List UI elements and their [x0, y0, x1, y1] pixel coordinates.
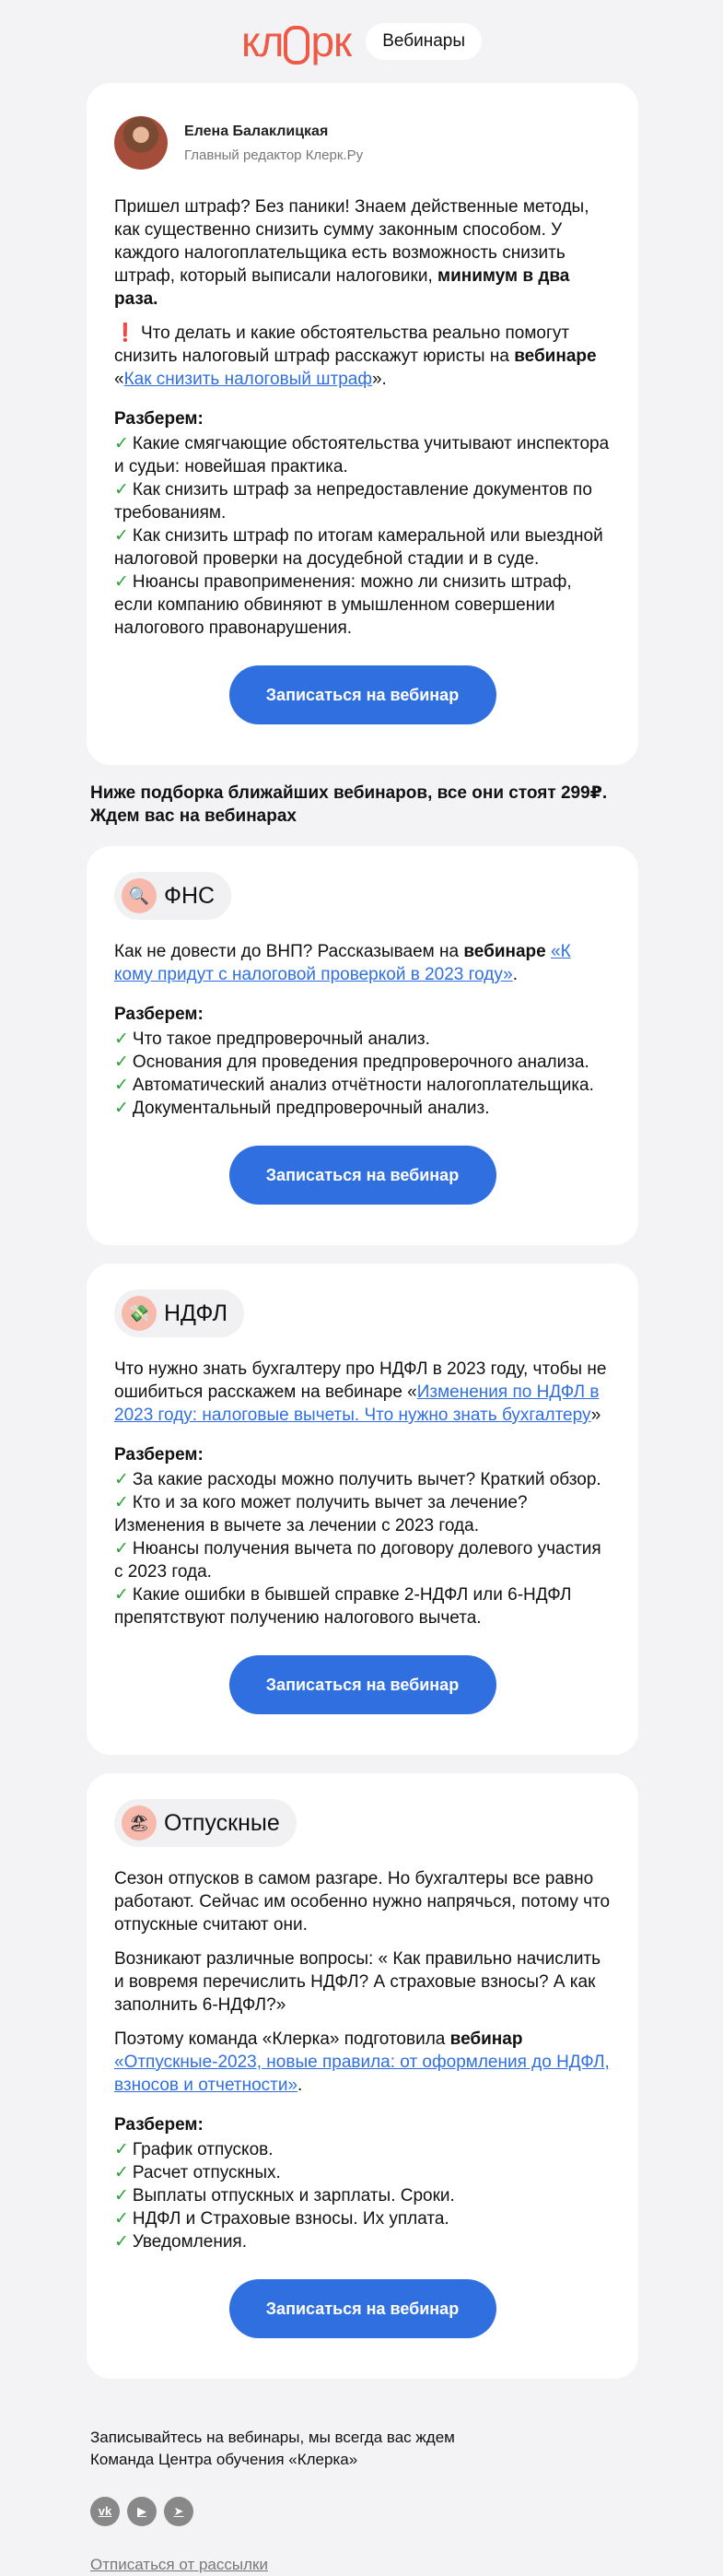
- list-item-text: Уведомления.: [132, 2232, 247, 2252]
- list-item: [114, 2138, 611, 2161]
- fns-tag: [114, 872, 231, 920]
- check-icon: ✓: [114, 1029, 129, 1049]
- money-icon: 💸: [122, 1296, 157, 1331]
- list-title: Разберем:: [114, 409, 204, 429]
- list-item-text: Расчет отпускных.: [132, 2163, 281, 2182]
- spacer: [0, 1755, 723, 1773]
- fns-card: [87, 846, 638, 1245]
- ndfl-end: »: [590, 1406, 601, 1425]
- fns-end: .: [512, 965, 518, 984]
- check-icon: ✓: [114, 572, 129, 592]
- list-item: [114, 1028, 611, 1051]
- tag-label: ФНС: [164, 882, 216, 909]
- vacation-paragraph-3: [114, 2028, 611, 2097]
- vacation-paragraph-2: Возникают различные вопросы: « Как правильно начислить и вовремя перечислить НДФЛ? А страховые взносы? А как заполнить 6-НДФЛ?»: [114, 1949, 601, 2015]
- check-icon: ✓: [114, 2140, 129, 2159]
- list-item: [114, 1491, 611, 1537]
- vacation-webinar-word: вебинар: [449, 2029, 523, 2049]
- check-icon: ✓: [114, 434, 129, 453]
- vacation-tag: [114, 1799, 297, 1847]
- footer-line-2: Команда Центра обучения «Клерка»: [90, 2451, 358, 2468]
- ndfl-paragraph: [114, 1358, 611, 1427]
- list-item-text: График отпусков.: [132, 2140, 274, 2159]
- check-icon: ✓: [114, 2209, 129, 2229]
- list-item-text: Выплаты отпускных и зарплаты. Сроки.: [132, 2186, 455, 2205]
- webinar-link-vacation[interactable]: «Отпускные-2023, новые правила: от оформления до НДФЛ, взносов и отчетности»: [114, 2053, 610, 2095]
- quote-open: «: [114, 370, 124, 389]
- fns-webinar-word: вебинаре: [463, 942, 546, 961]
- webinar-link-fns[interactable]: «К кому придут с налоговой проверкой в 2023 году»: [114, 942, 571, 984]
- vacation-paragraph-1: Сезон отпусков в самом разгаре. Но бухгалтеры все равно работают. Сейчас им особенно нужно напрячься, потому что отпускные считают они.: [114, 1869, 611, 1935]
- intro-paragraph-2: [114, 322, 611, 391]
- logo-part-2: рк: [310, 18, 352, 65]
- list-item: [114, 2207, 611, 2230]
- list-item-text: Как снизить штраф за непредоставление документов по требованиям.: [114, 480, 592, 523]
- intro-card: [87, 83, 638, 765]
- author-role: Главный редактор Клерк.Ру: [184, 147, 364, 163]
- check-icon: ✓: [114, 1585, 129, 1605]
- register-button[interactable]: Записаться на вебинар: [229, 1655, 496, 1714]
- klerk-logo[interactable]: [241, 20, 351, 63]
- check-icon: ✓: [114, 1470, 129, 1489]
- vacation-text: Поэтому команда «Клерка» подготовила: [114, 2029, 450, 2049]
- vacation-topics: [114, 2138, 611, 2253]
- telegram-icon[interactable]: ➤: [164, 2497, 193, 2526]
- register-button[interactable]: Записаться на вебинар: [229, 665, 496, 724]
- check-icon: ✓: [114, 1053, 129, 1072]
- vk-icon[interactable]: vk: [90, 2497, 120, 2526]
- intro-webinar-word: вебинаре: [514, 347, 597, 366]
- list-item: [114, 524, 611, 570]
- list-item-text: Нюансы получения вычета по договору долевого участия с 2023 года.: [114, 1539, 601, 1582]
- cta-row: [114, 2253, 611, 2379]
- logo-part-1: кл: [240, 18, 284, 65]
- list-item: [114, 2184, 611, 2207]
- webinars-note: Ниже подборка ближайших вебинаров, все они стоят 299₽. Ждем вас на вебинарах: [90, 783, 608, 826]
- list-item: [114, 1051, 611, 1074]
- ndfl-tag: [114, 1289, 244, 1337]
- check-icon: ✓: [114, 1539, 129, 1559]
- webinar-link-fine[interactable]: Как снизить налоговый штраф: [123, 370, 372, 389]
- exclamation-icon: ❗: [114, 323, 136, 343]
- list-item-text: НДФЛ и Страховые взносы. Их уплата.: [132, 2209, 449, 2229]
- list-title: Разберем:: [114, 1445, 204, 1464]
- list-item-text: Как снизить штраф по итогам камеральной или выездной налоговой проверки на досудебной стадии и в суде.: [114, 526, 603, 569]
- beach-icon: 🏖: [122, 1806, 157, 1841]
- list-title: Разберем:: [114, 1005, 204, 1024]
- header: [0, 0, 723, 83]
- fns-paragraph: [114, 940, 611, 986]
- webinars-badge[interactable]: Вебинары: [366, 23, 482, 60]
- quote-close: ».: [371, 370, 387, 389]
- list-item: [114, 478, 611, 524]
- intro-paragraph-1: [114, 195, 611, 311]
- spacer: [0, 1245, 723, 1264]
- register-button[interactable]: Записаться на вебинар: [229, 1146, 496, 1205]
- ndfl-topics: [114, 1468, 611, 1629]
- check-icon: ✓: [114, 2163, 129, 2182]
- fns-topics: [114, 1028, 611, 1120]
- check-icon: ✓: [114, 2186, 129, 2205]
- register-button[interactable]: Записаться на вебинар: [229, 2279, 496, 2338]
- author-block: [114, 116, 611, 170]
- check-icon: ✓: [114, 1099, 129, 1118]
- cta-row: [114, 640, 611, 765]
- fns-text: Как не довести до ВНП? Рассказываем на: [114, 942, 464, 961]
- check-icon: ✓: [114, 526, 129, 546]
- list-item: [114, 1583, 611, 1629]
- list-item-text: Основания для проведения предпроверочного анализа.: [132, 1053, 589, 1072]
- avatar: [114, 116, 168, 170]
- list-title: Разберем:: [114, 2115, 204, 2135]
- list-item-text: Кто и за кого может получить вычет за лечение? Изменения в вычете за лечении с 2023 года.: [114, 1493, 528, 1535]
- check-icon: ✓: [114, 2232, 129, 2252]
- cta-row: [114, 1120, 611, 1245]
- intro-text-2: Что делать и какие обстоятельства реально помогут снизить налоговый штраф расскажут юристы на: [114, 323, 570, 366]
- list-item: [114, 2161, 611, 2184]
- list-item-text: Автоматический анализ отчётности налогоплательщика.: [132, 1076, 594, 1095]
- list-item-text: Какие ошибки в бывшей справке 2-НДФЛ или 6-НДФЛ препятствуют получению налогового вычета.: [114, 1585, 572, 1628]
- list-item-text: Документальный предпроверочный анализ.: [132, 1099, 490, 1118]
- footer: [90, 2427, 638, 2576]
- list-item: [114, 432, 611, 478]
- list-item: [114, 2230, 611, 2253]
- check-icon: ✓: [114, 1493, 129, 1512]
- check-icon: ✓: [114, 480, 129, 500]
- ndfl-text: Что нужно знать бухгалтеру про НДФЛ в 2023 году, чтобы не ошибиться расскажем на вебинаре «: [114, 1359, 607, 1402]
- list-item: [114, 1537, 611, 1583]
- list-item-text: Какие смягчающие обстоятельства учитывают инспектора и судьи: новейшая практика.: [114, 434, 610, 476]
- footer-line-1: Записывайтесь на вебинары, мы всегда вас ждем: [90, 2429, 455, 2446]
- vacation-card: [87, 1773, 638, 2379]
- unsubscribe-link[interactable]: Отписаться от рассылки: [90, 2556, 268, 2573]
- list-item-text: За какие расходы можно получить вычет? Краткий обзор.: [132, 1470, 601, 1489]
- list-item: [114, 570, 611, 640]
- list-item-text: Нюансы правоприменения: можно ли снизить штраф, если компанию обвиняют в умышленном совершении налогового правонарушения.: [114, 572, 572, 638]
- list-item: [114, 1097, 611, 1120]
- cta-row: [114, 1629, 611, 1755]
- webinar-link-ndfl[interactable]: Изменения по НДФЛ в 2023 году: налоговые вычеты. Что нужно знать бухгалтеру: [114, 1382, 600, 1425]
- tag-label: Отпускные: [164, 1809, 280, 1836]
- vacation-end: .: [297, 2076, 303, 2095]
- social-links: [90, 2497, 638, 2526]
- list-item-text: Что такое предпроверочный анализ.: [132, 1029, 430, 1049]
- paperclip-icon: [284, 26, 309, 65]
- magnifier-icon: 🔍: [122, 878, 157, 913]
- author-name: Елена Балаклицкая: [184, 123, 329, 139]
- intro-topics: [114, 432, 611, 640]
- tag-label: НДФЛ: [164, 1300, 228, 1326]
- check-icon: ✓: [114, 1076, 129, 1095]
- intro-emphasis: минимум в два раза.: [114, 266, 570, 309]
- list-item: [114, 1074, 611, 1097]
- list-item: [114, 1468, 611, 1491]
- youtube-icon[interactable]: ▶: [127, 2497, 157, 2526]
- ndfl-card: [87, 1264, 638, 1755]
- intro-text: Пришел штраф? Без паники! Знаем действенные методы, как существенно снизить сумму законным способом. У каждого налогоплательщика есть возможность снизить штраф, который выписали налоговики,: [114, 197, 589, 286]
